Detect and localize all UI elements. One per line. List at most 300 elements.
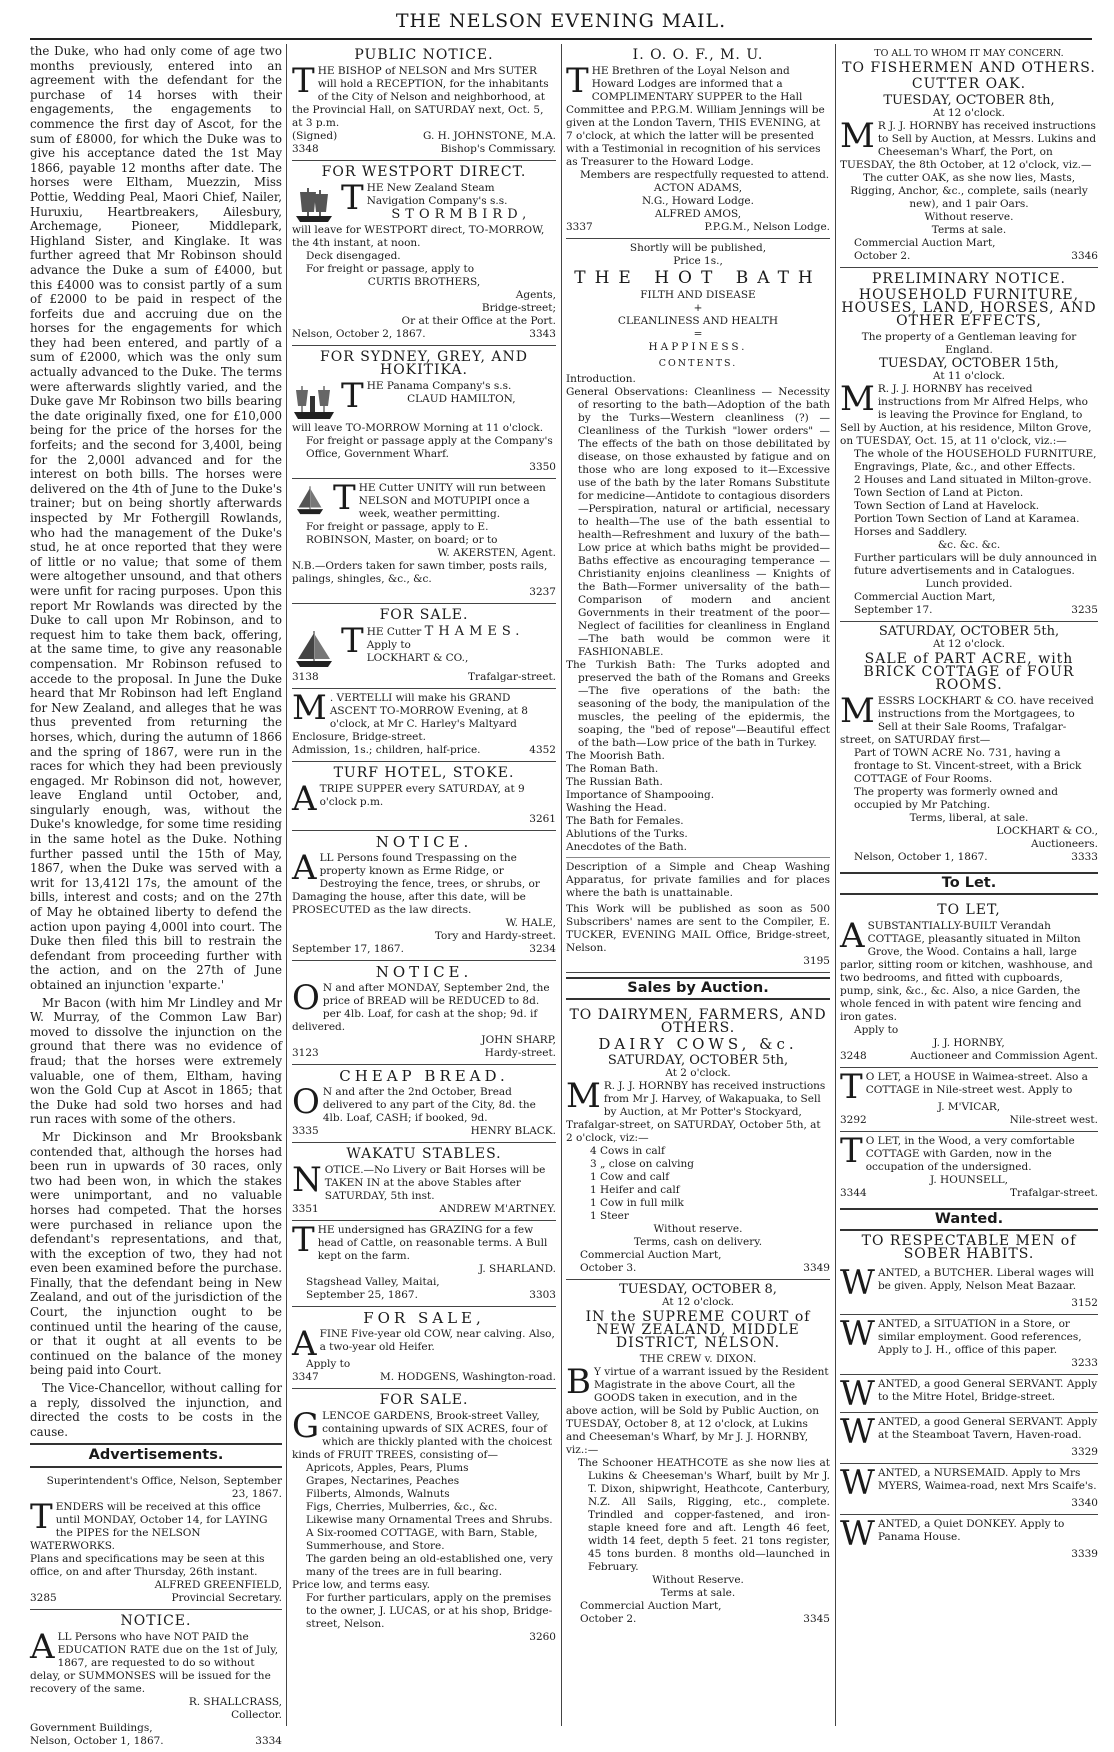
drop-cap: W (840, 1314, 875, 1354)
drop-cap: W (840, 1463, 875, 1503)
place-line: Commercial Auction Mart, (854, 591, 996, 603)
ad-westport (292, 161, 556, 346)
ad-body: ANTED, a Quiet DONKEY. Apply to Panama House. (877, 1518, 1065, 1543)
drop-cap: W (840, 1263, 875, 1303)
drop-cap: A (30, 1627, 55, 1667)
drop-cap: A (292, 848, 317, 888)
drop-cap: O (292, 978, 320, 1018)
drop-cap: B (566, 1362, 591, 1402)
ad-body: LL Persons who have NOT PAID the EDUCATION RATE due on the 1st of July, 1867, are requested to do so without delay, or SUMMONSES will be issued for the recovery of the same. (30, 1631, 279, 1695)
ad-heading: SALE of PART ACRE, with BRICK COTTAGE of FOUR ROOMS. (863, 651, 1075, 693)
date-line: Nelson, October 2, 1867. (292, 328, 426, 340)
ad-number: 3237 (529, 586, 556, 598)
ad-heading: FOR SALE. (379, 607, 469, 623)
ad-number: 3292 (840, 1114, 867, 1126)
ad-heading: HOUSEHOLD FURNITURE, HOUSES, LAND, HORSES, AND OTHER EFFECTS, (841, 287, 1097, 329)
steamship-icon (292, 382, 336, 422)
ad-body: HE Panama Company's s.s. (366, 380, 512, 392)
ad-body: HE Cutter UNITY will run between NELSON and MOTUPIPI once a week, weather permitting. (358, 482, 546, 520)
date-line: September 17. (854, 604, 933, 616)
ad-heading: TURF HOTEL, STOKE. (333, 765, 515, 781)
ad-body: HE New Zealand Steam Navigation Company's s.s. (366, 182, 508, 207)
signature: LOCKHART & CO., (996, 825, 1098, 837)
ad-sydney (292, 346, 556, 479)
ad-to-let-wood (840, 1132, 1098, 1204)
drop-cap: M (292, 688, 327, 728)
date-line: September 17, 1867. (292, 943, 404, 955)
ad-body: A Six-roomed COTTAGE, with Barn, Stable, Summerhouse, and Store. (306, 1527, 538, 1552)
drop-cap: T (292, 1220, 315, 1260)
ad-body: . VERTELLI will make his GRAND ASCENT TO-MORROW Evening, at 8 o'clock, at Mr C. Harley's Maltyard Enclosure, Bridge-street. (292, 692, 528, 743)
signature: J. HOUNSELL, (929, 1174, 1008, 1186)
contents-entry: Introduction. (566, 373, 636, 385)
drop-cap: A (292, 1324, 317, 1364)
wanted-ad (840, 1413, 1098, 1464)
book-subtitle: FILTH AND DISEASE (640, 289, 756, 301)
ad-body: Without reserve. (924, 211, 1014, 223)
contents-entry: The Turkish Bath: The Turks adopted and preserved the bath of the Romans and Greeks—The five operations of the bath: the seasoning of the body, the manipulation of the muscles, the peeling of the epidermis, the soaping, the "bed of repose"—Beautiful effect of the bath—Low price of the bath in Turkey. (566, 659, 830, 749)
signature: G. H. JOHNSTONE, M.A. (422, 130, 556, 142)
agent-name: W. AKERSTEN, Agent. (437, 547, 556, 559)
ad-heading: NOTICE. (120, 1613, 192, 1629)
ad-body: ESSRS LOCKHART & CO. have received instructions from the Mortgagees, to Sell at their Sale Rooms, Trafalgar-street, on SATURDAY first— (840, 695, 1094, 746)
list-item: Town Section of Land at Picton. (854, 487, 1024, 499)
ad-heading: TO RESPECTABLE MEN of SOBER HABITS. (861, 1233, 1077, 1262)
ad-heading: PRELIMINARY NOTICE. (871, 271, 1066, 287)
contents-entry: Washing the Head. (566, 802, 667, 814)
ad-body: ANTED, a BUTCHER. Liberal wages will be given. Apply, Nelson Meat Bazaar. (877, 1267, 1094, 1292)
wanted-ad (840, 1375, 1098, 1413)
ad-number: 3337 (566, 221, 593, 233)
masthead (30, 10, 1092, 40)
date-line: TUESDAY, OCTOBER 8, (619, 1282, 777, 1297)
ad-cheap-bread (292, 1065, 556, 1143)
wanted-ad (840, 1464, 1098, 1515)
story-paragraph: Mr Dickinson and Mr Brooksbank contended that, although the horses had been run in upwards of 30 races, only two had been won, in which the stakes were unimportant, and no valuable horses had competed. That the horses were purchased in reliance upon the defendant's representations, and that, with the exception of two, they had not even been examined before the purchase. Finally, that the defendant being in New Zealand, and out of the jurisdiction of the Court, the injunction ought to be continued until the hearing of the cause, or that it ought at all events to be continued on the balance of the money being paid into Court. (30, 1129, 282, 1378)
drop-cap: W (840, 1514, 875, 1554)
ad-body: R J. J. HORNBY has received instructions to Sell by Auction, at Messrs. Lukins and Cheeseman's Wharf, the Port, on TUESDAY, the 8th October, at 12 o'clock, viz.— (840, 120, 1097, 171)
ad-cutter-unity (292, 479, 556, 604)
ad-number: 3329 (1071, 1446, 1098, 1458)
ad-body: N and after MONDAY, September 2nd, the price of BREAD will be REDUCED to 8d. per 4lb. Loaf, for cash at the shop; 9d. if delivered. (292, 982, 550, 1033)
agent-title: Agents, (515, 289, 556, 301)
ad-heading: CUTTER OAK. (911, 76, 1027, 92)
signature: M. HODGENS, Washington-road. (380, 1371, 556, 1383)
story-paragraph: Mr Bacon (with him Mr Lindley and Mr W. Murray, of the Common Law Bar) moved to dissolve the injunction on the ground that there was no evidence of fraud; that the horses were extremely valuable, one of them, Eltham, having won the Gold Cup at Ascot in 1865; that the Duke had sold two horses and had run races with some of the others. (30, 995, 282, 1127)
ad-number: 3343 (529, 328, 556, 340)
date-line: October 2. (854, 250, 911, 262)
wanted-ad (840, 1315, 1098, 1375)
list-item: Grapes, Nectarines, Peaches (306, 1475, 460, 1487)
ad-number: 3123 (292, 1047, 319, 1059)
ad-number: 3347 (292, 1371, 319, 1383)
ad-preliminary-notice (840, 268, 1098, 622)
ad-heading: DAIRY COWS, &c. (598, 1035, 798, 1053)
ad-turf-hotel (292, 762, 556, 831)
ad-body: &c. &c. &c. (937, 539, 1001, 551)
agent-street: Trafalgar-street. (1010, 1187, 1098, 1199)
ad-body: For further particulars, apply on the premises to the owner, J. LUCAS, or at his shop, Bridge-street, Nelson. (306, 1592, 553, 1630)
signature: R. SHALLCRASS, (188, 1696, 282, 1708)
signature: J. J. HORNBY, (933, 1037, 1005, 1049)
drop-cap: A (840, 916, 865, 956)
date-line: September 25, 1867. (306, 1289, 418, 1301)
ad-body: ANTED, a NURSEMAID. Apply to Mrs MYERS, Waimea-road, next Mrs Scaife's. (877, 1467, 1097, 1492)
equals-sign: = (693, 328, 703, 340)
ad-body: For freight or passage, apply to (306, 263, 475, 275)
ad-number: 3339 (1071, 1548, 1098, 1560)
ad-crew-v-dixon (566, 1280, 830, 1630)
story-paragraph: The Vice-Chancellor, without calling for a reply, dissolved the injunction, and directed the costs to be costs in the cause. (30, 1381, 282, 1439)
ad-body: ANTED, a good General SERVANT. Apply to the Mitre Hotel, Bridge-street. (877, 1378, 1098, 1403)
time-line: At 12 o'clock. (932, 107, 1005, 119)
ad-body: The property of a Gentleman leaving for England. (861, 331, 1077, 356)
ad-body: Terms, cash on delivery. (633, 1236, 763, 1248)
ad-number: 3348 (292, 143, 319, 155)
ad-number: 3334 (255, 1735, 282, 1747)
ad-body: HE undersigned has GRAZING for a few head of Cattle, on reasonable terms. A Bull kept on the farm. (317, 1224, 548, 1262)
signature: W. HALE, (505, 917, 556, 929)
lot-list (566, 1145, 830, 1223)
ad-wakatu-stables (292, 1143, 556, 1221)
ad-body: Without reserve. (653, 1223, 743, 1235)
drop-cap: T (840, 1131, 863, 1171)
ad-number: 3195 (803, 955, 830, 967)
ad-body: TRIPE SUPPER every SATURDAY, at 9 o'clock p.m. (319, 783, 525, 808)
ad-number: 3344 (840, 1187, 867, 1199)
book-subtitle: HAPPINESS. (648, 341, 748, 353)
contents-entry: The Bath for Females. (566, 815, 684, 827)
section-header-to-let: To Let. (840, 872, 1098, 895)
ad-body: R. J. J. HORNBY has received instructions from Mr J. Harvey, of Wakapuaka, to Sell by Auction, at Mr Potter's Stockyard, Trafalgar-street, on SATURDAY, October 5th, at 2 o'clock, viz:— (566, 1080, 826, 1144)
signature: ANDREW M'ARTNEY. (439, 1203, 556, 1215)
drop-cap: M (840, 691, 875, 731)
list-item: 4 Cows in calf (590, 1145, 665, 1157)
time-line: At 2 o'clock. (665, 1067, 731, 1079)
ad-number: 3335 (292, 1125, 319, 1137)
ad-part-acre (840, 622, 1098, 868)
agent-street: Hardy-street. (484, 1047, 556, 1059)
ad-number: 3333 (1071, 851, 1098, 863)
ad-number: 3349 (803, 1262, 830, 1274)
ad-number: 3285 (30, 1592, 57, 1604)
ad-number: 3350 (529, 461, 556, 473)
list-item: Apricots, Apples, Pears, Plums (306, 1462, 469, 1474)
agent-office: Or at their Office at the Port. (401, 315, 556, 327)
ad-body: Description of a Simple and Cheap Washing Apparatus, for private families and for places where the bath is unattainable. (566, 857, 830, 900)
ad-body: Apply to (854, 1024, 899, 1036)
ad-heading: TO ALL TO WHOM IT MAY CONCERN. (874, 48, 1064, 59)
place-line: Stagshead Valley, Maitai, (306, 1276, 440, 1288)
ad-public-notice (292, 44, 556, 161)
ad-dairy-cows (566, 1004, 830, 1280)
ad-heading: CHEAP BREAD. (339, 1067, 509, 1085)
story-paragraph: the Duke, who had only come of age two months previously, entered into an agreement with the defendant for the purchase of 14 horses with their engagements, the engagements to commence the first day of Ascot, for the sum of £8000, for which the Duke was to give his acceptance dated the 1st May 1866, payable 12 months after date. The horses were Eltham, Muezzin, Miss Pottie, Wedding Peal, Maori Chief, Nailer, Huruxiu, Heartbreakers, Ailesbury, Archemage, Pioneer, Middlepark, Highland Sister, and Kinglake. It was further agreed that Mr Robinson should advance the Duke a sum of £4000, but this £4000 was to consist partly of a sum of £2000 to be paid in respect of the forfeits due and accruing due on the horses for the engagements for which they had been entered, and partly of a sum of £2000, which was the only sum actually advanced to the Duke. The terms were afterwards slightly varied, and the Duke gave Mr Robinson two bills bearing the date originally fixed, one for £10,000 being for the price of the horses for the forfeits; and the second for 3,400l, being for the 2,000l advanced and for the interest on both bills. The horses were delivered on the 4th of June to the Duke's trainer; but on being shortly afterwards inspected by Mr Fothergill Rowlands, who had the management of the Duke's stud, he at once reported that they were of little or no value; that some of them were altogether unsound, and that others were unfit for racing purposes. Upon this report Mr Rowlands was directed by the Duke to call upon Mr Robinson, and to request him to take them back, offering, at the same time, to give any reasonable compensation. Mr Robinson refused to accede to the proposal. In June the Duke heard that Mr Robinson had left England for New Zealand, and alleges that he was thus prevented from returning the horses, which, during the autumn of 1866 and the spring of 1867, were run in the races for which they had been previously engaged. Mr Robinson did not, however, leave England until October, and, singularly enough, was, without the Duke's knowledge, for some time residing in the same hotel as the Duke. Nothing further passed until the 15th of May, 1867, when the Duke was served with a writ for 13,412l 17s, the amount of the bills, interest and costs; and on the 27th of May he obtained liberty to defend the action upon paying 4,000l into court. The Duke then filed this bill to restrain the defendant from proceeding further with the action, and on the 27th of June obtained an injunction 'exparte.' (30, 44, 282, 992)
ad-body: Further particulars will be duly announced in future advertisements and in Catalogues. (854, 552, 1097, 577)
ad-number: 3248 (840, 1050, 867, 1062)
drop-cap: T (341, 178, 364, 218)
drop-cap: T (341, 376, 364, 416)
contents-entry: General Observations: Cleanliness — Necessity of resorting to the bath—Adoption of the bath by the Turks—Western cleanliness (?) —Cleanliness of the Turkish "lower orders" —The effects of the bath on those debilitated by disease, on those exhausted by fatigue and on those who are long exposed to it—Excessive use of the bath by the later Romans Substitute for medicine—Antidote to contagious disorders—Perspiration, natural or artificial, necessary to health—The use of the bath essential to health—Refreshment and luxury of the bath—Low price at which baths might be provided—Baths effective as encouraging temperance — Christianity enjoins cleanliness — Knights of the Bath—Former universality of the bath—Comparison of modern and ancient Governments in their treatment of the poor—Neglect of facilities for cleanliness in England—The bath would be common were it FASHIONABLE. (566, 386, 830, 658)
column-2 (292, 44, 556, 1726)
ad-body: The whole of the HOUSEHOLD FURNITURE, Engravings, Plate, &c., and other Effects. (854, 448, 1097, 473)
ad-body: Likewise many Ornamental Trees and Shrubs. (306, 1514, 553, 1526)
drop-cap: T (341, 621, 364, 661)
list-item: 1 Cow in full milk (590, 1197, 684, 1209)
column-rule (561, 44, 562, 1726)
ad-body: Part of TOWN ACRE No. 731, having a frontage to St. Vincent-street, with a Brick COTTAGE of Four Rooms. (854, 747, 1082, 785)
place-line: Government Buildings, (30, 1722, 153, 1734)
ad-body: Apply to (366, 639, 411, 651)
ad-body: The Schooner HEATHCOTE as she now lies at Lukins & Cheeseman's Wharf, built by Mr J. T. Dixon, shipwright, Heathcote, Canterbury, N.Z. All Sails, Rigging, etc., complete. Trindled and copper-fastened, and iron-staple kneed fore and aft. Length 46 feet, width 14 feet, depth 5 feet. 21 tons register, 45 tons burden. 8 months old—launched in February. (578, 1457, 830, 1573)
ad-body: HE Cutter (366, 626, 422, 638)
ad-body: R. J. J. HORNBY has received instructions from Mr Alfred Helps, who is leaving the Province for England, to Sell by Auction, at his residence, Milton Grove, on TUESDAY, Oct. 15, at 11 o'clock, viz.:— (840, 383, 1092, 447)
agent-street: Tory and Hardy-street. (434, 930, 556, 942)
ad-body: Terms at sale. (660, 1587, 736, 1599)
office-line: Superintendent's Office, Nelson, September 23, 1867. (46, 1475, 282, 1500)
ad-body: HE Brethren of the Loyal Nelson and Howard Lodges are informed that a COMPLIMENTARY SUPPER to the Hall Committee and P.P.G.M. William Jennings will be given at the London Tavern, THIS EVENING, at 7 o'clock, at which the latter will be presented with a Testimonial in recognition of his services as Treasurer to the Howard Lodge. (566, 65, 825, 168)
signature-title: Collector. (231, 1709, 282, 1721)
ad-body: Deck disengaged. (306, 250, 401, 262)
ad-number: 3345 (803, 1613, 830, 1625)
ad-number: 3234 (529, 943, 556, 955)
place-line: Commercial Auction Mart, (580, 1249, 722, 1261)
ad-oddfellows (566, 44, 830, 239)
ad-number: 3260 (529, 1631, 556, 1643)
time-line: At 11 o'clock. (932, 370, 1005, 382)
list-item: 2 Houses and Land situated in Milton-grove. (854, 474, 1092, 486)
list-item: 1 Cow and calf (590, 1171, 670, 1183)
ad-heading: FOR SALE, (363, 1309, 485, 1327)
case-title: THE CREW v. DIXON. (639, 1353, 757, 1365)
ad-trespass-notice (292, 831, 556, 961)
wanted-ad (840, 1264, 1098, 1315)
drop-cap: N (292, 1160, 322, 1200)
ad-number: 3340 (1071, 1497, 1098, 1509)
time-line: At 12 o'clock. (661, 1296, 734, 1308)
contents-entry: The Roman Bath. (566, 763, 659, 775)
ad-body: OTICE.—No Livery or Bait Horses will be TAKEN IN at the above Stables after SATURDAY, 5th inst. (324, 1164, 546, 1202)
ad-number: 3233 (1071, 1357, 1098, 1369)
drop-cap: M (840, 116, 875, 156)
ad-number: 3351 (292, 1203, 319, 1215)
ad-body: Members are respectfully requested to attend. (580, 169, 830, 181)
drop-cap: W (840, 1412, 875, 1452)
book-title: THE HOT BATH (574, 268, 822, 288)
ad-number: 3303 (529, 1289, 556, 1301)
ad-body: For freight or passage apply at the Company's Office, Government Wharf. (306, 435, 553, 460)
ad-body: Lunch provided. (925, 578, 1013, 590)
ad-body: ENDERS will be received at this office until MONDAY, October 14, for LAYING the PIPES for the NELSON WATERWORKS. (30, 1501, 268, 1552)
ad-body: SUBSTANTIALLY-BUILT Verandah COTTAGE, pleasantly situated in Milton Grove, the Wood. Contains a hall, large parlor, sitting room or kitchen, washhouse, and two bedrooms, and fitted with cupboards, pump, sink, &c., &c. Also, a nice Garden, the whole fenced in with patent wire fencing and iron gates. (840, 920, 1093, 1023)
ad-heading: FOR WESTPORT DIRECT. (321, 164, 527, 180)
ad-hot-bath-book (566, 239, 830, 973)
ad-number: 3261 (529, 813, 556, 825)
drop-cap: O (292, 1082, 320, 1122)
cutter-ship-icon (292, 484, 328, 518)
ship-name: THAMES. (424, 624, 525, 639)
drop-cap: M (840, 379, 875, 419)
date-line: SATURDAY, OCTOBER 5th, (878, 624, 1060, 639)
agent-street: Bridge-street; (481, 302, 556, 314)
contents-entry: Ablutions of the Turks. (566, 828, 688, 840)
ad-body: Plans and specifications may be seen at this office, on and after Thursday, 26th instant. (30, 1553, 265, 1578)
ad-heading: TO DAIRYMEN, FARMERS, AND OTHERS. (569, 1007, 827, 1036)
drop-cap: M (566, 1076, 601, 1116)
ad-heading: NOTICE. (375, 963, 473, 981)
place-line: Commercial Auction Mart, (854, 237, 996, 249)
ad-education-rate (30, 1610, 282, 1752)
column-rule (835, 44, 836, 1726)
signature: ALFRED GREENFIELD, (154, 1579, 282, 1591)
ad-grazing (292, 1221, 556, 1307)
list-item: Portion Town Section of Land at Karamea. (854, 513, 1080, 525)
ad-body: The garden being an old-established one, very many of the trees are in full bearing. (306, 1553, 553, 1578)
ad-number: 4352 (529, 744, 556, 756)
drop-cap: W (840, 1374, 875, 1414)
drop-cap: G (292, 1406, 320, 1446)
signed-label: (Signed) (292, 130, 338, 142)
list-item: Town Section of Land at Havelock. (854, 500, 1040, 512)
ad-body: Y virtue of a warrant issued by the Resident Magistrate in the above Court, all the GOODS taken in execution, and in the above action, will be Sold by Public Auction, on TUESDAY, October 8, at 12 o'clock, at Lukins and Cheeseman's Wharf, by Mr J. J. HORNBY, viz.:— (566, 1366, 829, 1456)
date-line: SATURDAY, OCTOBER 5th, (607, 1053, 789, 1068)
signature-title: Auctioneer and Commission Agent. (910, 1050, 1098, 1062)
ad-body: Price low, and terms easy. (292, 1579, 430, 1591)
ad-vertelli (292, 689, 556, 762)
signature-title: Auctioneers. (1030, 838, 1098, 850)
signature: J. SHARLAND. (478, 1263, 556, 1275)
ad-cutter-oak (840, 44, 1098, 268)
contents-entry: The Moorish Bath. (566, 750, 665, 762)
ad-body: ANTED, a good General SERVANT. Apply at the Steamboat Tavern, Haven-road. (877, 1416, 1098, 1441)
contents-entry: Anecdotes of the Bath. (566, 841, 688, 853)
ad-body: Terms, liberal, at sale. (909, 812, 1029, 824)
ad-body: The cutter OAK, as she now lies, Masts, Rigging, Anchor, &c., complete, sails (nearly new), and 1 pair Oars. (850, 172, 1088, 210)
date-line: TUESDAY, OCTOBER 15th, (879, 356, 1059, 371)
ad-heading: TO FISHERMEN AND OTHERS. (842, 60, 1096, 76)
sailing-ship-icon (292, 184, 336, 224)
signature: JOHN SHARP, (481, 1034, 556, 1046)
agent-name: LOCKHART & CO., (366, 652, 469, 664)
date-line: October 2. (580, 1613, 637, 1625)
ad-heading: WAKATU STABLES. (346, 1146, 502, 1162)
ad-glencoe-gardens (292, 1389, 556, 1648)
section-header-advertisements: Advertisements. (30, 1443, 282, 1468)
list-item: Figs, Cherries, Mulberries, &c., &c. (306, 1501, 498, 1513)
ad-body: This Work will be published as soon as 500 Subscribers' names are sent to the Compiler, E. TUCKER, EVENING MAIL Office, Bridge-street, Nelson. (566, 903, 830, 954)
ad-body: Terms at sale. (931, 224, 1007, 236)
date-line: October 3. (580, 1262, 637, 1274)
ad-body: Without Reserve. (652, 1574, 744, 1586)
section-header-wanted: Wanted. (840, 1208, 1098, 1231)
signature: ACTON ADAMS, (653, 182, 743, 194)
ad-heading: TO LET, (937, 902, 1001, 918)
ad-body: will leave TO-MORROW Morning at 11 o'clock. (292, 422, 544, 434)
date-line: Nelson, October 1, 1867. (854, 851, 988, 863)
ad-body: HE BISHOP of NELSON and Mrs SUTER will hold a RECEPTION, for the inhabitants of the City of Nelson and neighborhood, at the Provincial Hall, on SATURDAY next, Oct. 5, at 3 p.m. (292, 65, 549, 129)
date-line: Nelson, October 1, 1867. (30, 1735, 164, 1747)
ad-number: 3235 (1071, 604, 1098, 616)
drop-cap: T (292, 61, 315, 101)
ad-heading: I. O. O. F., M. U. (632, 47, 764, 63)
drop-cap: A (292, 779, 317, 819)
agent-street: Trafalgar-street. (468, 671, 556, 683)
drop-cap: T (840, 1067, 863, 1107)
ship-name: STORMBIRD, (391, 207, 532, 222)
ad-body: O LET, in the Wood, a very comfortable COTTAGE with Garden, now in the occupation of the undersigned. (865, 1135, 1075, 1173)
ad-cutter-thames (292, 604, 556, 689)
time-line: At 12 o'clock. (932, 638, 1005, 650)
ad-body: The property was formerly owned and occupied by Mr Patching. (854, 786, 1058, 811)
ad-body: N.B.—Orders taken for sawn timber, posts rails, palings, shingles, &c., &c. (292, 560, 548, 585)
column-3 (566, 44, 830, 1726)
ad-body: O LET, a HOUSE in Waimea-street. Also a COTTAGE in Nile-street west. Apply to (865, 1071, 1088, 1096)
ad-number: 3346 (1071, 250, 1098, 262)
agent-street: Nile-street west. (1009, 1114, 1098, 1126)
cutter-ship-icon (292, 627, 336, 671)
fruit-list (292, 1462, 556, 1514)
list-item: 1 Steer (590, 1210, 629, 1222)
list-item: 1 Heifer and calf (590, 1184, 680, 1196)
ad-body: Admission, 1s.; children, half-price. (292, 744, 481, 756)
signature-title: Bishop's Commissary. (440, 143, 556, 155)
ad-heading: NOTICE. (375, 833, 473, 851)
ad-body: Apply to (306, 1358, 351, 1370)
drop-cap: T (30, 1497, 53, 1537)
ad-heading: FOR SALE. (379, 1392, 469, 1408)
ad-number: 3152 (1071, 1297, 1098, 1309)
list-item: Horses and Saddlery. (854, 526, 968, 538)
price-line: Price 1s., (673, 255, 723, 267)
signature-title: Provincial Secretary. (171, 1592, 282, 1604)
place-line: Commercial Auction Mart, (580, 1600, 722, 1612)
ad-waterworks-tender (30, 1472, 282, 1610)
ad-body: LENCOE GARDENS, Brook-street Valley, containing upwards of SIX ACRES, four of which are thickly planted with the choicest kinds of FRUIT TREES, consisting of— (292, 1410, 553, 1461)
section-header-sales-by-auction: Sales by Auction. (566, 977, 830, 1000)
ad-to-let-waimea (840, 1068, 1098, 1132)
ad-heading: FOR SYDNEY, GREY, AND HOKITIKA. (320, 349, 528, 378)
newspaper-title: THE NELSON EVENING MAIL. (395, 10, 727, 32)
column-4 (840, 44, 1098, 1726)
ad-body: FINE Five-year old COW, near calving. Also, a two-year old Heifer. (319, 1328, 555, 1353)
wanted-ad (840, 1515, 1098, 1565)
column-1 (30, 44, 282, 1747)
contents-entry: Importance of Shampooing. (566, 789, 715, 801)
lot-list (840, 474, 1098, 539)
signature-title: P.P.G.M., Nelson Lodge. (704, 221, 830, 233)
ad-heading: IN the SUPREME COURT of NEW ZEALAND, MIDDLE DISTRICT, NELSON. (585, 1309, 811, 1351)
date-line: TUESDAY, OCTOBER 8th, (883, 93, 1055, 108)
column-rule (286, 44, 287, 1726)
drop-cap: T (566, 61, 589, 101)
ad-body: For freight or passage, apply to E. ROBINSON, Master, on board; or to (306, 521, 498, 546)
book-subtitle: CLEANLINESS AND HEALTH (617, 315, 779, 327)
agent-name: CURTIS BROTHERS, (367, 276, 481, 288)
signature: J. M'VICAR, (937, 1101, 1001, 1113)
signature: HENRY BLACK. (470, 1125, 556, 1137)
list-item: Filberts, Almonds, Walnuts (306, 1488, 450, 1500)
ad-heading: PUBLIC NOTICE. (354, 47, 494, 63)
signature: ALFRED AMOS, (654, 208, 742, 220)
ad-to-let-cottage (840, 899, 1098, 1068)
plus-sign: + (693, 302, 703, 314)
contents-entry: The Russian Bath. (566, 776, 663, 788)
contents-heading: CONTENTS. (658, 358, 738, 369)
ad-body: LL Persons found Trespassing on the property known as Erme Ridge, or Destroying the fence, trees, or shrubs, or Damaging the house, after this date, will be PROSECUTED as the law directs. (292, 852, 540, 916)
ship-name: CLAUD HAMILTON, (407, 393, 516, 405)
signature-title: N.G., Howard Lodge. (642, 195, 754, 207)
ad-cow-for-sale (292, 1307, 556, 1389)
